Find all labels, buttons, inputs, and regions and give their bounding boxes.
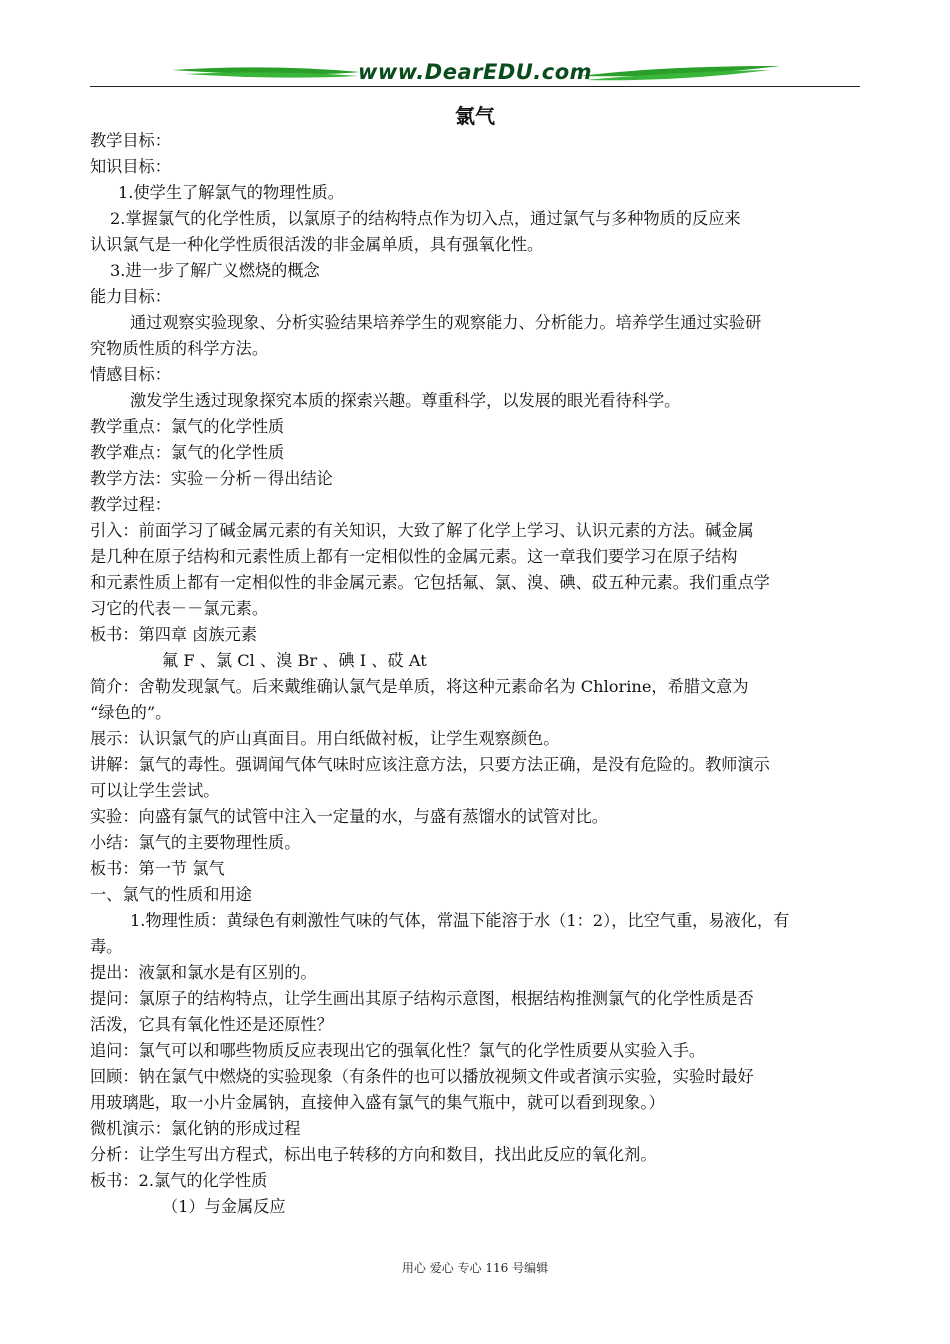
- header-divider: [90, 86, 860, 87]
- site-logo-text[interactable]: www.DearEDU.com: [357, 60, 593, 84]
- text-line: 3.进一步了解广义燃烧的概念: [110, 261, 320, 280]
- text-line: 教学重点：氯气的化学性质: [90, 417, 285, 436]
- page-title: 氯气: [455, 104, 495, 128]
- text-line: 用玻璃匙，取一小片金属钠，直接伸入盛有氯气的集气瓶中，就可以看到现象。）: [90, 1093, 665, 1112]
- text-line: 提问：氯原子的结构特点，让学生画出其原子结构示意图，根据结构推测氯气的化学性质是否: [90, 989, 754, 1008]
- text-line: 和元素性质上都有一定相似性的非金属元素。它包括氟、氯、溴、碘、砹五种元素。我们重点学: [90, 573, 770, 592]
- text-line: 毒。: [90, 937, 123, 956]
- text-line: 可以让学生尝试。: [90, 781, 220, 800]
- text-line: 一、氯气的性质和用途: [90, 885, 252, 904]
- text-line: 简介：舍勒发现氯气。后来戴维确认氯气是单质，将这种元素命名为 Chlorine，希腊文意为: [90, 677, 749, 696]
- text-line: （1）与金属反应: [162, 1197, 286, 1216]
- text-line: 能力目标：: [90, 287, 171, 306]
- text-line: 情感目标：: [90, 365, 171, 384]
- text-line: 1.使学生了解氯气的物理性质。: [118, 183, 344, 202]
- text-line: 教学难点：氯气的化学性质: [90, 443, 285, 462]
- text-line: 氟 F 、氯 Cl 、溴 Br 、碘 I 、砹 At: [162, 651, 427, 670]
- text-line: 回顾：钠在氯气中燃烧的实验现象（有条件的也可以播放视频文件或者演示实验，实验时最好: [90, 1067, 754, 1086]
- text-line: 微机演示：氯化钠的形成过程: [90, 1119, 301, 1138]
- text-line: “绿色的”。: [90, 703, 172, 722]
- text-line: 提出：液氯和氯水是有区别的。: [90, 963, 317, 982]
- text-line: 追问：氯气可以和哪些物质反应表现出它的强氧化性？氯气的化学性质要从实验入手。: [90, 1041, 706, 1060]
- text-line: 通过观察实验现象、分析实验结果培养学生的观察能力、分析能力。培养学生通过实验研: [130, 313, 762, 332]
- text-line: 习它的代表－－氯元素。: [90, 599, 269, 618]
- text-line: 小结：氯气的主要物理性质。: [90, 833, 301, 852]
- document-body: [90, 128, 860, 1220]
- text-line: 活泼，它具有氧化性还是还原性？: [90, 1015, 333, 1034]
- text-line: 教学目标：: [90, 131, 171, 150]
- text-line: 知识目标：: [90, 157, 171, 176]
- text-line: 板书：第四章 卤族元素: [90, 625, 258, 644]
- text-line: 板书：2.氯气的化学性质: [90, 1171, 268, 1190]
- text-line: 实验：向盛有氯气的试管中注入一定量的水，与盛有蒸馏水的试管对比。: [90, 807, 608, 826]
- text-line: 激发学生透过现象探究本质的探索兴趣。尊重科学，以发展的眼光看待科学。: [130, 391, 681, 410]
- text-line: 板书：第一节 氯气: [90, 859, 225, 878]
- text-line: 展示：认识氯气的庐山真面目。用白纸做衬板，让学生观察颜色。: [90, 729, 560, 748]
- text-line: 2.掌握氯气的化学性质，以氯原子的结构特点作为切入点，通过氯气与多种物质的反应来: [110, 209, 741, 228]
- text-line: 教学过程：: [90, 495, 171, 514]
- text-line: 1.物理性质：黄绿色有刺激性气味的气体，常温下能溶于水（1：2），比空气重，易液化，有: [130, 911, 790, 930]
- text-line: 引入：前面学习了碱金属元素的有关知识，大致了解了化学上学习、认识元素的方法。碱金属: [90, 521, 754, 540]
- text-line: 分析：让学生写出方程式，标出电子转移的方向和数目，找出此反应的氧化剂。: [90, 1145, 657, 1164]
- text-line: 是几种在原子结构和元素性质上都有一定相似性的金属元素。这一章我们要学习在原子结构: [90, 547, 738, 566]
- text-line: 讲解：氯气的毒性。强调闻气体气味时应该注意方法，只要方法正确，是没有危险的。教师演示: [90, 755, 770, 774]
- text-line: 究物质性质的科学方法。: [90, 339, 269, 358]
- page-footer: 用心 爱心 专心 116 号编辑: [401, 1261, 549, 1275]
- text-line: 教学方法：实验－分析－得出结论: [90, 469, 333, 488]
- text-line: 认识氯气是一种化学性质很活泼的非金属单质，具有强氧化性。: [90, 235, 544, 254]
